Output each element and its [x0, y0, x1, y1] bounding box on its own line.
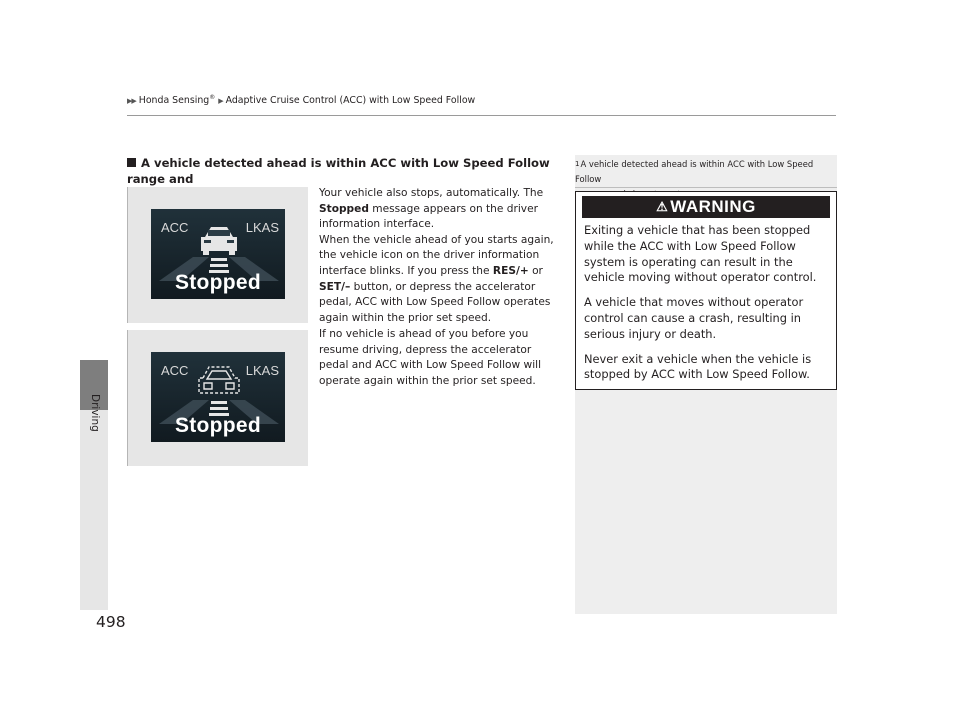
warning-triangle-icon: ⚠ [656, 199, 669, 214]
res-button-term: RES/+ [492, 264, 529, 277]
warning-title: WARNING [670, 197, 756, 216]
chapter-tab-strip [80, 410, 108, 610]
illustration-panel-1 [127, 187, 308, 323]
heading-line-1: A vehicle detected ahead is within ACC with Low Speed Follow range and [127, 156, 550, 186]
warning-text [584, 223, 832, 392]
warning-paragraph: A vehicle that moves without operator control can cause a crash, resulting in serious injury or death. [584, 295, 804, 341]
breadcrumb-arrow-icon: ▶ [218, 97, 223, 106]
breadcrumb-item-honda-sensing[interactable]: Honda Sensing [138, 95, 210, 107]
registered-mark: ® [209, 94, 216, 101]
body-text: Your vehicle also stops, automatically. The [319, 187, 544, 199]
driver-info-screen [151, 209, 285, 299]
page-number: 498 [96, 613, 126, 631]
breadcrumb-arrow-icon: ▶▶ [127, 97, 136, 106]
body-paragraph-1 [319, 186, 562, 326]
body-text: When the vehicle ahead of you starts again, the vehicle icon on the driver information interface blinks. If you press the [319, 233, 554, 277]
body-text: If no vehicle is ahead of you before you resume driving, depress the accelerator pedal and ACC with Low Speed Follow will operate again within the prior set speed. [319, 328, 542, 387]
warning-box [575, 191, 837, 390]
driver-info-screen [151, 352, 285, 442]
breadcrumb [127, 94, 475, 106]
illustration-panel-2 [127, 330, 308, 466]
warning-paragraph: Never exit a vehicle when the vehicle is stopped by ACC with Low Speed Follow. [584, 351, 812, 382]
set-button-term: SET/– [319, 280, 351, 293]
chapter-label[interactable]: Driving [89, 394, 101, 432]
lkas-indicator: LKAS [245, 220, 279, 235]
body-text: button, or depress the accelerator pedal, ACC with Low Speed Follow operates again within the prior set speed. [319, 280, 551, 324]
warning-paragraph: Exiting a vehicle that has been stopped while the ACC with Low Speed Follow system is operating can result in the vehicle moving without operator control. [584, 223, 817, 285]
acc-indicator: ACC [161, 363, 189, 378]
stopped-message: Stopped [174, 271, 262, 294]
body-text: or [532, 264, 543, 277]
breadcrumb-item-acc[interactable]: Adaptive Cruise Control (ACC) with Low Speed Follow [225, 95, 476, 107]
lkas-indicator: LKAS [245, 363, 279, 378]
body-text: message appears on the driver information interface. [319, 202, 538, 231]
stopped-message: Stopped [174, 414, 262, 437]
sidebar-divider [575, 187, 837, 188]
stopped-term: Stopped [319, 202, 369, 215]
acc-indicator: ACC [161, 220, 189, 235]
header-divider [127, 115, 836, 116]
body-paragraph-2 [319, 327, 562, 389]
warning-header [582, 196, 830, 218]
heading-bullet-icon [127, 158, 136, 167]
reference-marker-icon: 1 [575, 160, 580, 168]
sidebar-heading-line-1: A vehicle detected ahead is within ACC with Low Speed Follow [575, 159, 814, 184]
